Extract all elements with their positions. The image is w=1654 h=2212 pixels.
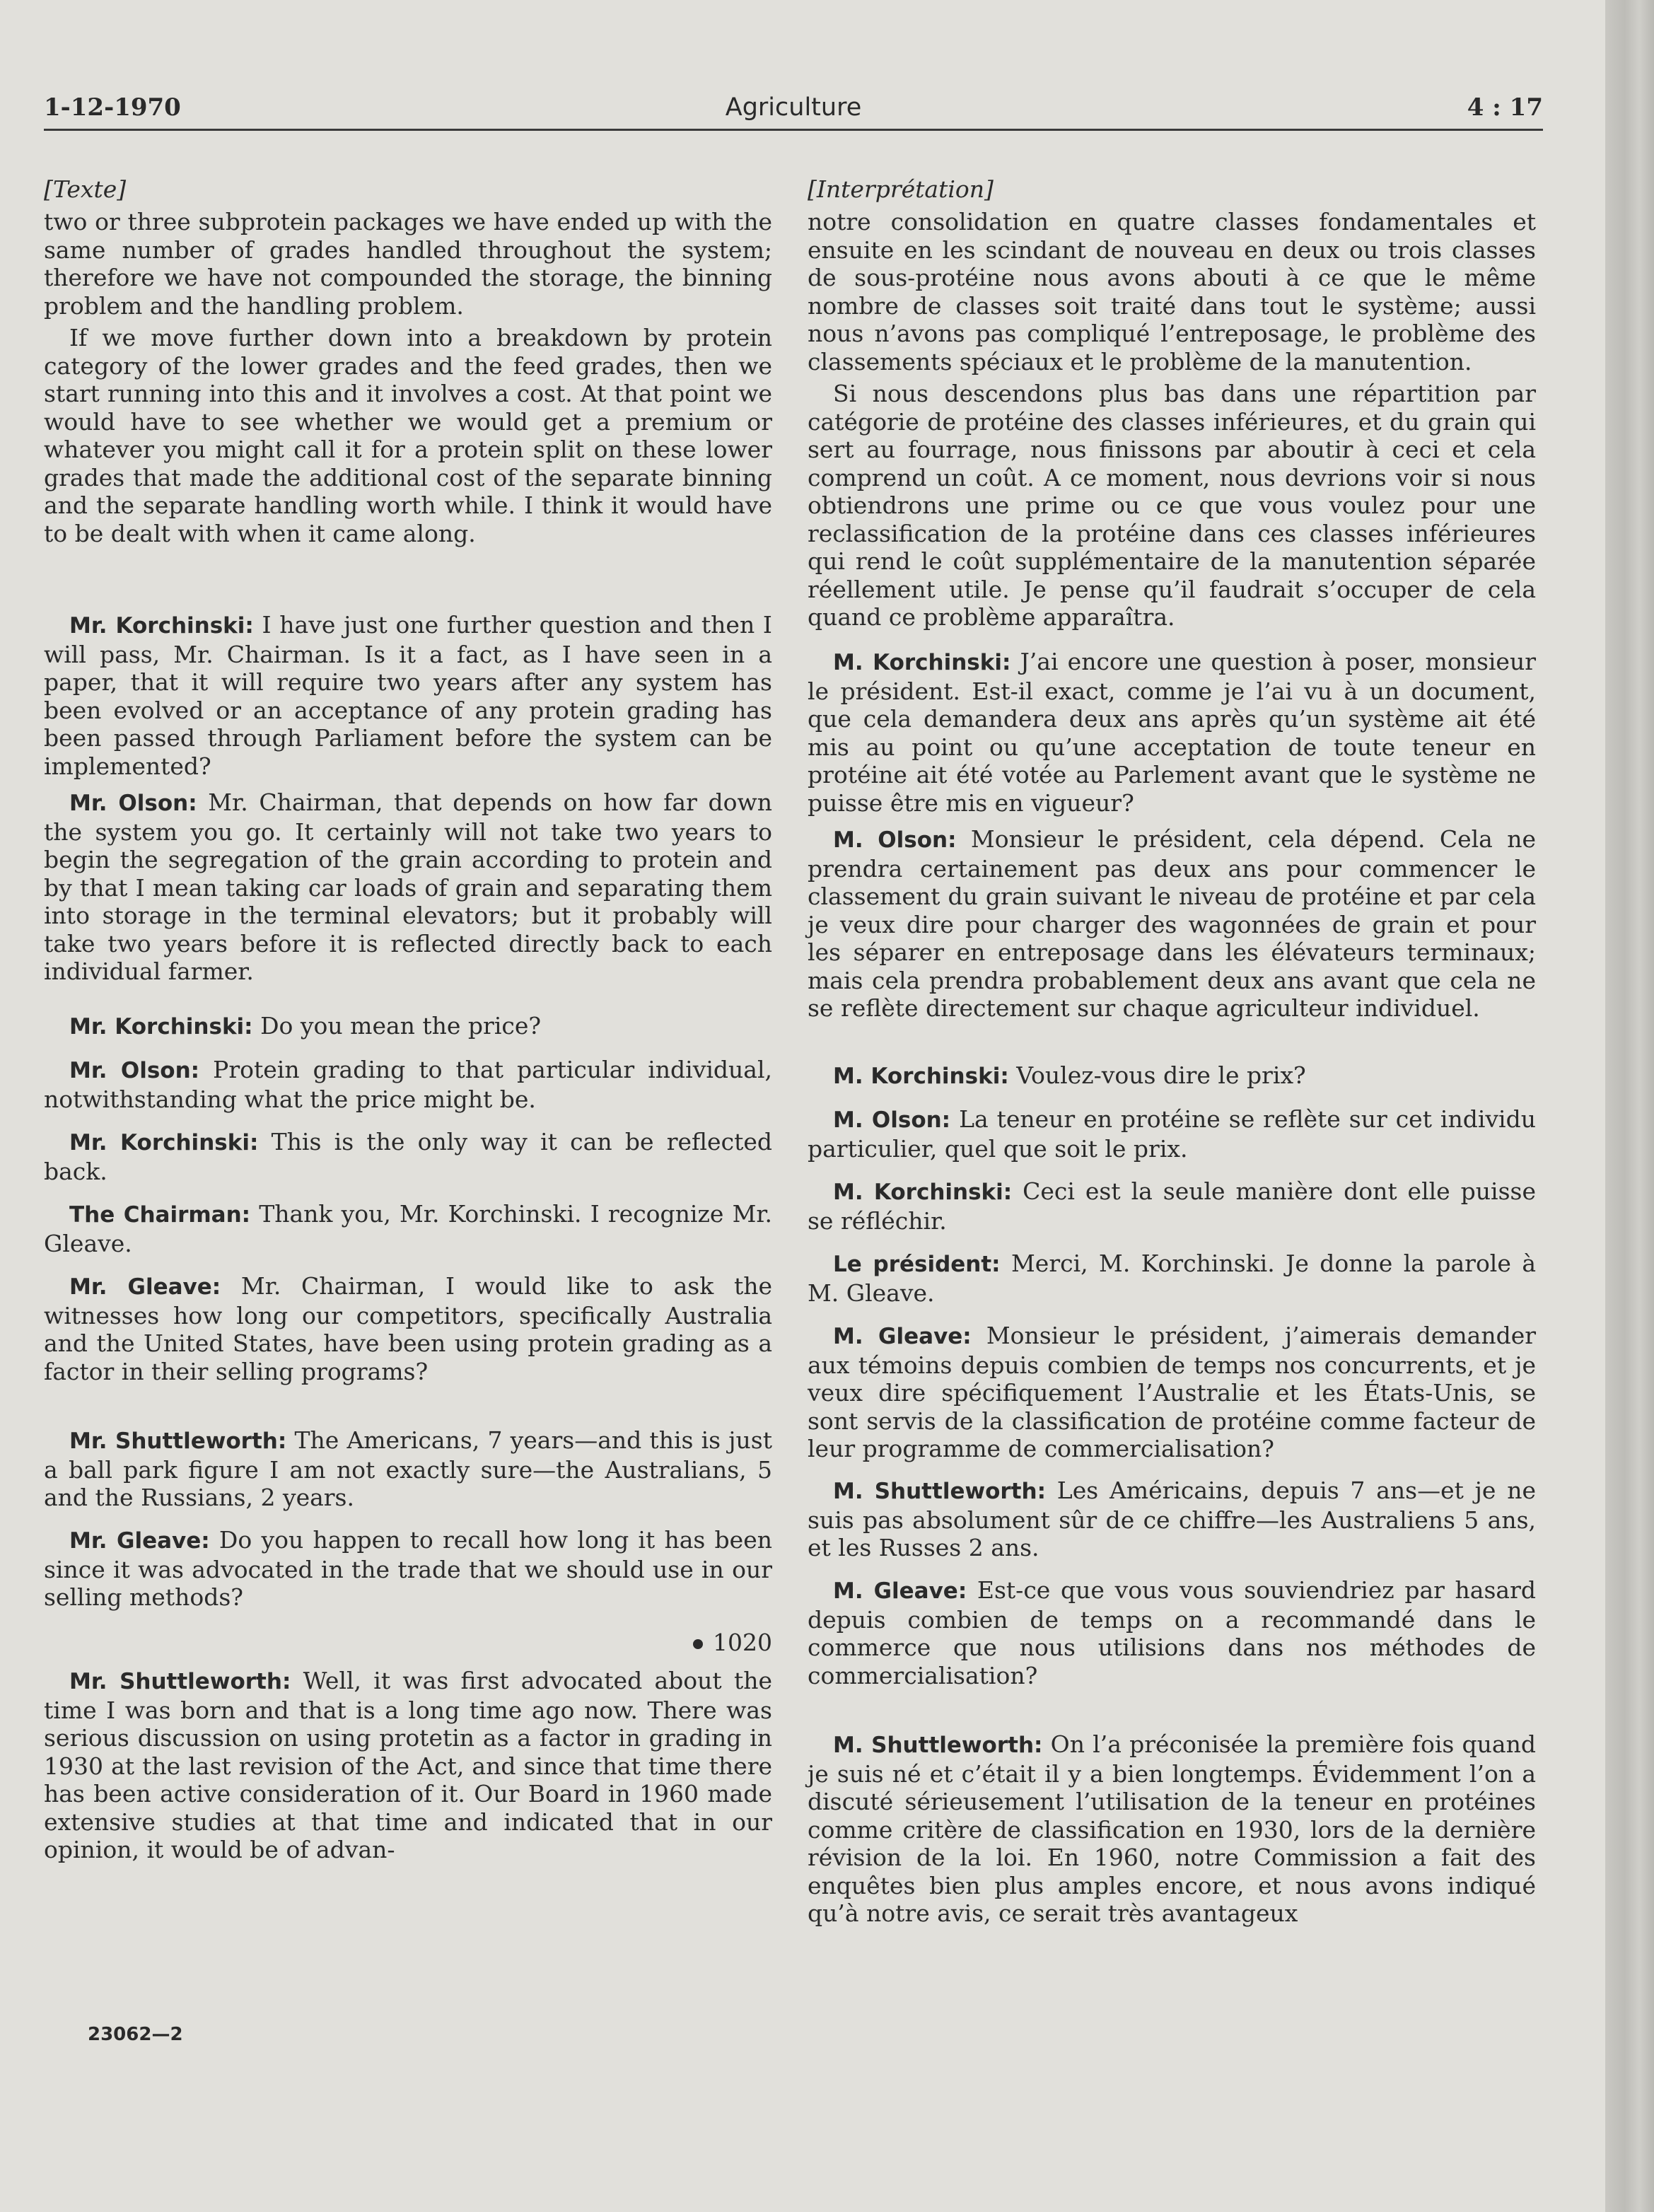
speech-text: Mr. Chairman, that depends on how far down the system you go. It certainly will not take two years to begin the segregation of the grain according to protein and by that I mean taking car loads of grain and separating them into storage in the terminal elevators; but it probably will take two years before it is reflected directly back to each individual farmer. [44,788,773,985]
speaker-name: Le président: [833,1252,1001,1277]
speech-paragraph [808,1177,1536,1234]
speaker-name: M. Olson: [833,827,957,853]
speech-text: Do you happen to recall how long it has been since it was advocated in the trade that we should use in our selling methods? [44,1526,772,1611]
speech-paragraph [44,611,772,779]
speaker-name: Mr. Shuttleworth: [69,1428,287,1454]
print-code: 23062—2 [88,2024,183,2045]
bullet-icon [693,1639,703,1649]
speaker-name: M. Shuttleworth: [833,1733,1043,1758]
speech-paragraph [808,648,1536,815]
speech-paragraph [44,1128,772,1184]
speaker-name: Mr. Korchinski: [69,1014,253,1040]
speech-paragraph [44,1012,772,1040]
speech-text: Protein grading to that particular individual, notwithstanding what the price might be. [44,1056,772,1113]
speech-text: Les Américains, depuis 7 ans—et je ne suis pas absolument sûr de ce chiffre—les Australiens 5 ans, et les Russes 2 ans. [808,1477,1536,1561]
speech-paragraph [44,788,772,984]
speaker-name: Mr. Gleave: [69,1528,210,1554]
speech-paragraph [808,1576,1536,1688]
speaker-name: M. Korchinski: [833,1064,1009,1089]
paragraph: If we move further down into a breakdown by protein category of the lower grades and the feed grades, then we start running into this and it involves a cost. At that point we would have to see whether we would get a premium or whatever you might call it for a protein split on these lower grades that made the additional cost of the separate binning and the separate handling worth while. I think it would have to be dealt with when it came along. [44,324,772,547]
speaker-name: M. Olson: [833,1107,951,1133]
page-header [44,93,1543,127]
speech-paragraph [44,1526,772,1610]
speech-text: Voulez-vous dire le prix? [1016,1061,1306,1089]
speech-paragraph [808,825,1536,1049]
speech-text: I have just one further question and then I will pass, Mr. Chairman. Is it a fact, as I have seen in a paper, that it will require two years after any system has been evolved or an acceptance of any protein grading has been passed through Parliament before the system can be implemented? [44,611,772,780]
speaker-name: M. Korchinski: [833,1180,1013,1205]
speaker-name: Mr. Gleave: [69,1274,221,1300]
speaker-name: The Chairman: [69,1202,251,1228]
speech-text: La teneur en protéine se reflète sur cet individu particulier, quel que soit le prix. [808,1105,1536,1163]
header-rule [44,129,1543,131]
speech-paragraph [808,1477,1536,1561]
speech-paragraph [44,1426,772,1510]
speech-text: The Americans, 7 years—and this is just a ball park figure I am not exactly sure—the Australians, 5 and the Russians, 2 years. [44,1426,772,1511]
speech-text: Ceci est la seule manière dont elle puisse se réfléchir. [808,1177,1536,1235]
speech-paragraph [44,1056,772,1112]
paragraph: Si nous descendons plus bas dans une répartition par catégorie de protéine des classes inférieures, et du grain qui sert au fourrage, nous finissons par aboutir à ceci et cela comprend un coût. A ce moment, nous devrions voir si nous obtiendrons une prime ou ce que vous voulez pour une reclassification de la protéine dans ces classes inférieures qui rend le coût supplémentaire de la manutention séparée réellement utile. Je pense qu’il faudrait s’occuper de cela quand ce problème apparaîtra. [808,380,1536,631]
speech-text: This is the only way it can be reflected back. [44,1128,772,1185]
speech-text: On l’a préconisée la première fois quand je suis né et c’était il y a bien longtemps. Évidemment l’on a discuté sérieusement l’utilisation de la teneur en protéines comme critère de classification en 1930, lors de la dernière révision de la loi. En 1960, notre Commission a fait des enquêtes bien plus amples encore, et nous avons indiqué qu’à notre avis, ce serait très avantageux [808,1730,1536,1927]
speaker-name: M. Gleave: [833,1324,972,1349]
speech-paragraph [44,1200,772,1257]
speaker-name: M. Korchinski: [833,650,1011,675]
speech-text: Mr. Chairman, I would like to ask the witnesses how long our competitors, specifically Australia and the United States, have been using protein grading as a factor in their selling programs? [44,1272,772,1385]
header-date: 1-12-1970 [44,93,181,122]
texte-label: [Texte] [44,175,127,203]
paragraph: two or three subprotein packages we have ended up with the same number of grades handled throughout the system; therefore we have not compounded the storage, the binning problem and the handling problem. [44,208,772,320]
speech-paragraph [808,1730,1536,1926]
speaker-name: M. Gleave: [833,1578,967,1604]
page-marker [44,1629,772,1657]
speech-text: Est-ce que vous vous souviendriez par hasard depuis combien de temps on a recommandé dans le commerce que nous utilisions dans nos méthodes de commercialisation? [808,1576,1536,1689]
marker-number: 1020 [713,1629,772,1656]
speech-text: Do you mean the price? [260,1012,542,1040]
header-page-number: 4 : 17 [1467,93,1543,122]
book-page-edge [1605,0,1654,2212]
english-column [44,175,772,2085]
speaker-name: Mr. Olson: [69,791,197,816]
paragraph: notre consolidation en quatre classes fondamentales et ensuite en les scindant de nouveau en deux ou trois classes de sous-protéine nous avons abouti à ce que le même nombre de classes soit traité dans tout le système; aussi nous n’avons pas compliqué l’entreposage, le problème des classements spéciaux et le problème de la manutention. [808,208,1536,376]
speech-text: Merci, M. Korchinski. Je donne la parole à M. Gleave. [808,1250,1536,1307]
speech-paragraph [808,1061,1536,1090]
speaker-name: Mr. Korchinski: [69,1130,259,1156]
speaker-name: Mr. Shuttleworth: [69,1669,291,1694]
french-column [808,175,1536,2085]
speaker-name: Mr. Korchinski: [69,613,254,639]
speech-text: Well, it was first advocated about the time I was born and that is a long time ago now. There was serious discussion on using protetin as a factor in grading in 1930 at the last revision of the Act, and since that time there has been active consideration of it. Our Board in 1960 made extensive studies at that time and indicated that in our opinion, it would be of advan- [44,1667,772,1863]
speech-paragraph [808,1105,1536,1162]
speech-text: J’ai encore une question à poser, monsieur le président. Est-il exact, comme je l’ai vu à un document, que cela demandera deux ans après qu’un système ait été mis au point ou qu’une acceptation de toute teneur en protéine ait été votée au Parlement avant que le système ne puisse être mis en vigueur? [808,648,1536,817]
interpretation-label: [Interprétation] [808,175,994,203]
speech-paragraph [44,1272,772,1384]
speech-paragraph [808,1250,1536,1306]
speech-paragraph [808,1322,1536,1461]
speaker-name: M. Shuttleworth: [833,1479,1046,1504]
speech-text: Monsieur le président, j’aimerais demander aux témoins depuis combien de temps nos concurrents, et je veux dire spécifiquement l’Australie et les États-Unis, se sont servis de la classification de protéine comme facteur de leur programme de commercialisation? [808,1322,1536,1462]
speech-text: Monsieur le président, cela dépend. Cela ne prendra certainement pas deux ans pour commencer le classement du grain suivant le niveau de protéine et par cela je veux dire pour charger des wagonnées de grain et pour les séparer en entreposage dans les élévateurs terminaux; mais cela prendra probablement deux ans avant que cela ne se reflète directement sur chaque agriculteur individuel. [808,825,1536,1022]
speaker-name: Mr. Olson: [69,1058,200,1083]
header-title: Agriculture [725,93,862,122]
speech-text: Thank you, Mr. Korchinski. I recognize Mr. Gleave. [44,1200,772,1257]
speech-paragraph [44,1667,772,1862]
